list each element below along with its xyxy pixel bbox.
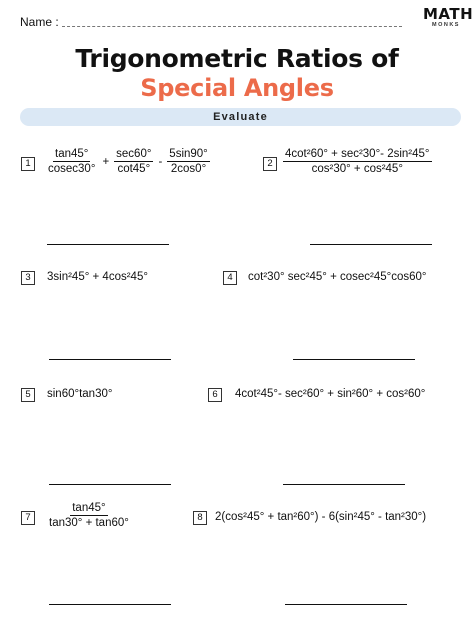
fraction <box>167 148 210 175</box>
numerator: tan45° <box>55 148 89 160</box>
page-subtitle: Special Angles <box>140 74 334 102</box>
problem-number-1: 1 <box>21 157 35 171</box>
problem-6-expression: 4cot²45°- sec²60° + sin²60° + cos²60° <box>235 388 426 400</box>
denominator: tan30° + tan60° <box>49 517 129 529</box>
math-monks-logo <box>423 5 474 28</box>
problem-1-expression <box>44 148 212 175</box>
denominator: cot45° <box>117 163 151 175</box>
name-field[interactable] <box>62 26 402 27</box>
problem-8-expression: 2(cos²45° + tan²60°) - 6(sin²45° - tan²30°) <box>215 511 427 523</box>
answer-line-3[interactable] <box>49 359 171 360</box>
numerator: 4cot²60° + sec²30°- 2sin²45° <box>285 148 430 160</box>
page-title: Trigonometric Ratios of <box>75 44 399 73</box>
fraction <box>114 148 153 175</box>
problem-number-3: 3 <box>21 271 35 285</box>
fraction <box>46 148 97 175</box>
operator: - <box>158 155 163 168</box>
problem-number-6: 6 <box>208 388 222 402</box>
numerator: sec60° <box>116 148 152 160</box>
problem-number-5: 5 <box>21 388 35 402</box>
problem-7-expression <box>45 502 133 529</box>
numerator: 5sin90° <box>169 148 208 160</box>
logo-sub-text: MONKS <box>432 22 460 28</box>
instruction-banner: Evaluate <box>20 108 461 126</box>
problem-number-2: 2 <box>263 157 277 171</box>
operator: + <box>102 155 110 168</box>
answer-line-6[interactable] <box>283 484 405 485</box>
answer-line-2[interactable] <box>310 244 432 245</box>
problem-number-8: 8 <box>193 511 207 525</box>
problem-number-4: 4 <box>223 271 237 285</box>
answer-line-5[interactable] <box>49 484 171 485</box>
answer-line-1[interactable] <box>47 244 169 245</box>
answer-line-4[interactable] <box>293 359 415 360</box>
answer-line-7[interactable] <box>49 604 171 605</box>
logo-main-text: MATH <box>423 5 474 23</box>
denominator: 2cos0° <box>170 163 207 175</box>
answer-line-8[interactable] <box>285 604 407 605</box>
problem-2-expression <box>281 148 434 175</box>
fraction <box>283 148 432 175</box>
denominator: cosec30° <box>48 163 96 175</box>
problem-5-expression: sin60°tan30° <box>47 388 113 400</box>
problem-4-expression: cot²30° sec²45° + cosec²45°cos60° <box>248 271 427 283</box>
name-label: Name : <box>20 15 59 29</box>
problem-3-expression: 3sin²45° + 4cos²45° <box>47 271 148 283</box>
numerator: tan45° <box>72 502 106 514</box>
denominator: cos²30° + cos²45° <box>311 163 403 175</box>
problem-number-7: 7 <box>21 511 35 525</box>
fraction <box>47 502 131 529</box>
